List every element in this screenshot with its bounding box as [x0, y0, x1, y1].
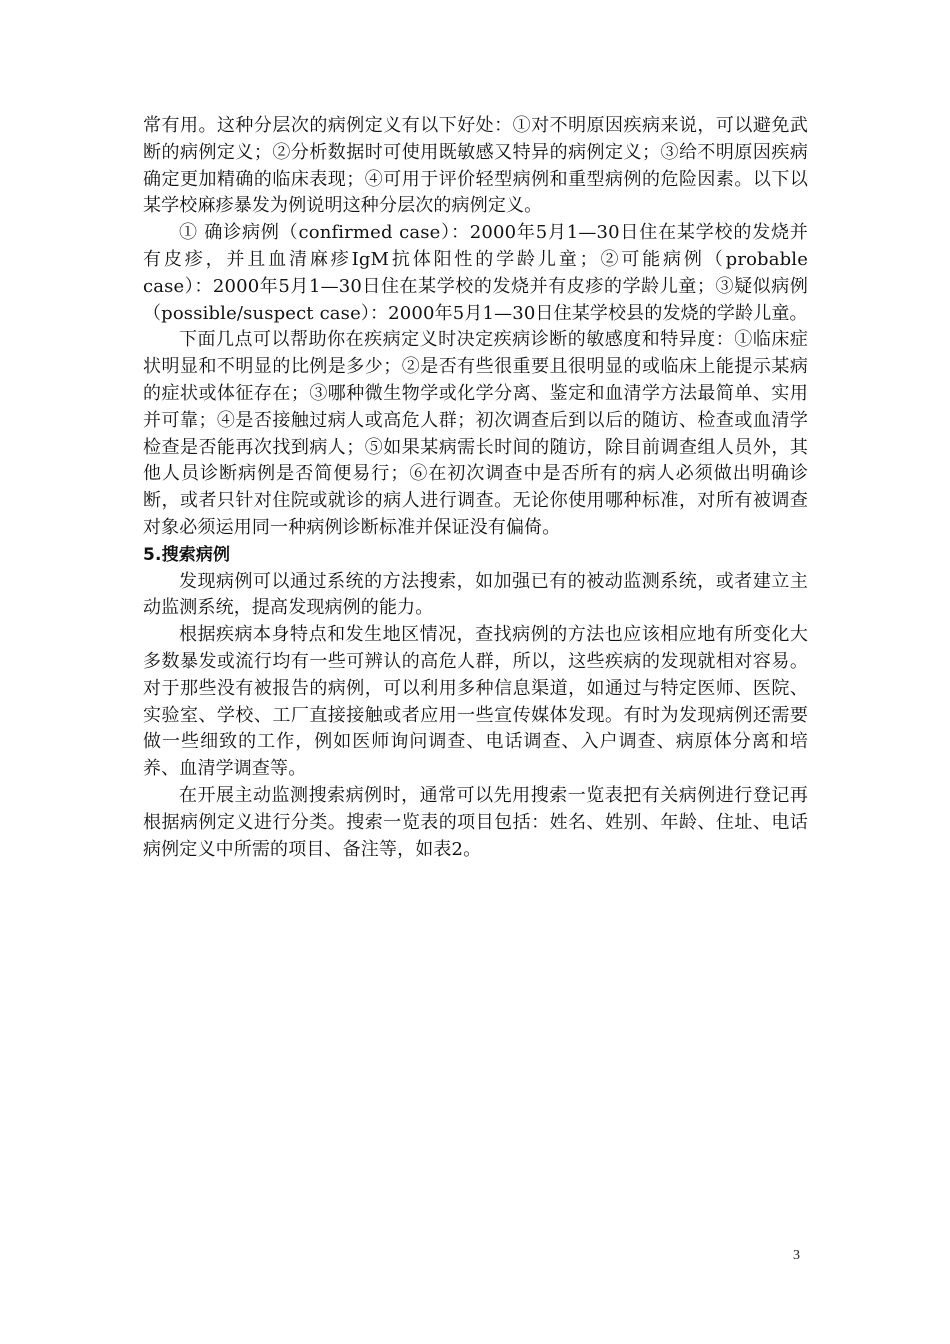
document-body [143, 113, 808, 863]
paragraph-case-finding-methods: 根据疾病本身特点和发生地区情况，查找病例的方法也应该相应地有所变化大多数暴发或流行均有一些可辨认的高危人群，所以，这些疾病的发现就相对容易。对于那些没有被报告的病例，可以利用多种信息渠道，如通过与特定医师、医院、实验室、学校、工厂直接接触或者应用一些宣传媒体发现。有时为发现病例还需要做一些细致的工作，例如医师询问调查、电话调查、入户调查、病原体分离和培养、血清学调查等。 [143, 624, 808, 780]
paragraph-measles-case-definitions: ① 确诊病例（confirmed case）：2000年5月1—30日住在某学校的发烧并有皮疹，并且血清麻疹IgM抗体阳性的学龄儿童；②可能病例（probable case）：2000年5月1—30日住在某学校的发烧并有皮疹的学龄儿童；③疑似病例（possible/suspect case）：2000年5月1—30日住某学校县的发烧的学龄儿童。 [143, 222, 808, 324]
paragraph-sensitivity-specificity: 下面几点可以帮助你在疾病定义时决定疾病诊断的敏感度和特异度：①临床症状明显和不明显的比例是多少；②是否有些很重要且很明显的或临床上能提示某病的症状或体征存在；③哪种微生物学或化学分离、鉴定和血清学方法最简单、实用并可靠；④是否接触过病人或高危人群；初次调查后到以后的随访、检查或血清学检查是否能再次找到病人；⑤如果某病需长时间的随访，除目前调查组人员外，其他人员诊断病例是否简便易行；⑥在初次调查中是否所有的病人必须做出明确诊断，或者只针对住院或就诊的病人进行调查。无论你使用哪种标准，对所有被调查对象必须运用同一种病例诊断标准并保证没有偏倚。 [143, 329, 808, 538]
paragraph-search-list: 在开展主动监测搜索病例时，通常可以先用搜索一览表把有关病例进行登记再根据病例定义进行分类。搜索一览表的项目包括：姓名、姓别、年龄、住址、电话病例定义中所需的项目、备注等，如表2。 [143, 784, 808, 860]
section-heading-search-cases: 5.搜索病例 [143, 544, 231, 565]
paragraph-layered-definition-benefits: 常有用。这种分层次的病例定义有以下好处：①对不明原因疾病来说，可以避免武断的病例定义；②分析数据时可使用既敏感又特异的病例定义；③给不明原因疾病确定更加精确的临床表现；④可用于评价轻型病例和重型病例的危险因素。以下以某学校麻疹暴发为例说明这种分层次的病例定义。 [143, 115, 808, 217]
page-number: 3 [793, 1248, 800, 1263]
paragraph-case-finding-systems: 发现病例可以通过系统的方法搜索，如加强已有的被动监测系统，或者建立主动监测系统，提高发现病例的能力。 [143, 570, 808, 619]
